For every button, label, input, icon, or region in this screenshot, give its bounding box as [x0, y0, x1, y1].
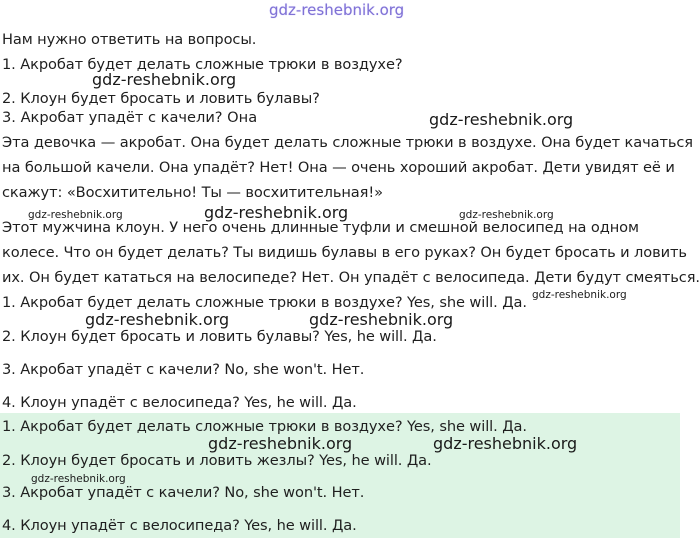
watermark-6: gdz-reshebnik.org	[532, 289, 627, 301]
site-watermark-top: gdz-reshebnik.org	[269, 1, 405, 19]
text-line-5: колесе. Что он будет делать? Ты видишь булавы в его руках? Он будет бросать и ловить	[2, 244, 687, 261]
watermark-9: gdz-reshebnik.org	[208, 434, 353, 453]
text-line-3: скажут: «Восхитительно! Ты — восхитительная!»	[2, 184, 383, 201]
alt-answer-line-4: 4. Клоун упадёт с велосипеда? Yes, he will. Да.	[2, 517, 357, 534]
clipped-question-text: 3. Акробат упадёт с качели? Она	[2, 109, 258, 126]
text-line-2: на большой качели. Она упадёт? Нет! Она — очень хороший акробат. Дети увидят её и	[2, 159, 675, 176]
watermark-5: gdz-reshebnik.org	[459, 209, 554, 221]
watermark-4: gdz-reshebnik.org	[204, 203, 349, 222]
answer-line-2: 2. Клоун будет бросать и ловить булавы? Yes, he will. Да.	[2, 328, 437, 345]
intro-line: Нам нужно ответить на вопросы.	[2, 31, 257, 48]
text-line-6: их. Он будет кататься на велосипеде? Нет. Он упадёт с велосипеда. Дети будут смеяться.	[2, 269, 700, 286]
answer-line-4: 4. Клоун упадёт с велосипеда? Yes, he will. Да.	[2, 394, 357, 411]
watermark-7: gdz-reshebnik.org	[85, 310, 230, 329]
alt-answer-line-3: 3. Акробат упадёт с качели? No, she won't. Нет.	[2, 484, 365, 501]
question-line-1: 1. Акробат будет делать сложные трюки в воздухе?	[2, 56, 403, 73]
answer-line-3: 3. Акробат упадёт с качели? No, she won't. Нет.	[2, 361, 365, 378]
watermark-8: gdz-reshebnik.org	[309, 310, 454, 329]
watermark-3: gdz-reshebnik.org	[28, 209, 123, 221]
question-line-2: 2. Клоун будет бросать и ловить булавы?	[2, 90, 320, 107]
text-line-1: Эта девочка — акробат. Она будет делать сложные трюки в воздухе. Она будет качаться	[2, 134, 693, 151]
text-line-4: Этот мужчина клоун. У него очень длинные туфли и смешной велосипед на одном	[2, 219, 639, 236]
alt-answer-line-1: 1. Акробат будет делать сложные трюки в воздухе? Yes, she will. Да.	[2, 418, 527, 435]
alt-answer-line-2: 2. Клоун будет бросать и ловить жезлы? Yes, he will. Да.	[2, 452, 432, 469]
watermark-10: gdz-reshebnik.org	[433, 434, 578, 453]
watermark-2: gdz-reshebnik.org	[429, 110, 574, 129]
answer-line-1: 1. Акробат будет делать сложные трюки в воздухе? Yes, she will. Да.	[2, 294, 527, 311]
watermark-1: gdz-reshebnik.org	[92, 70, 237, 89]
watermark-11: gdz-reshebnik.org	[31, 473, 126, 485]
